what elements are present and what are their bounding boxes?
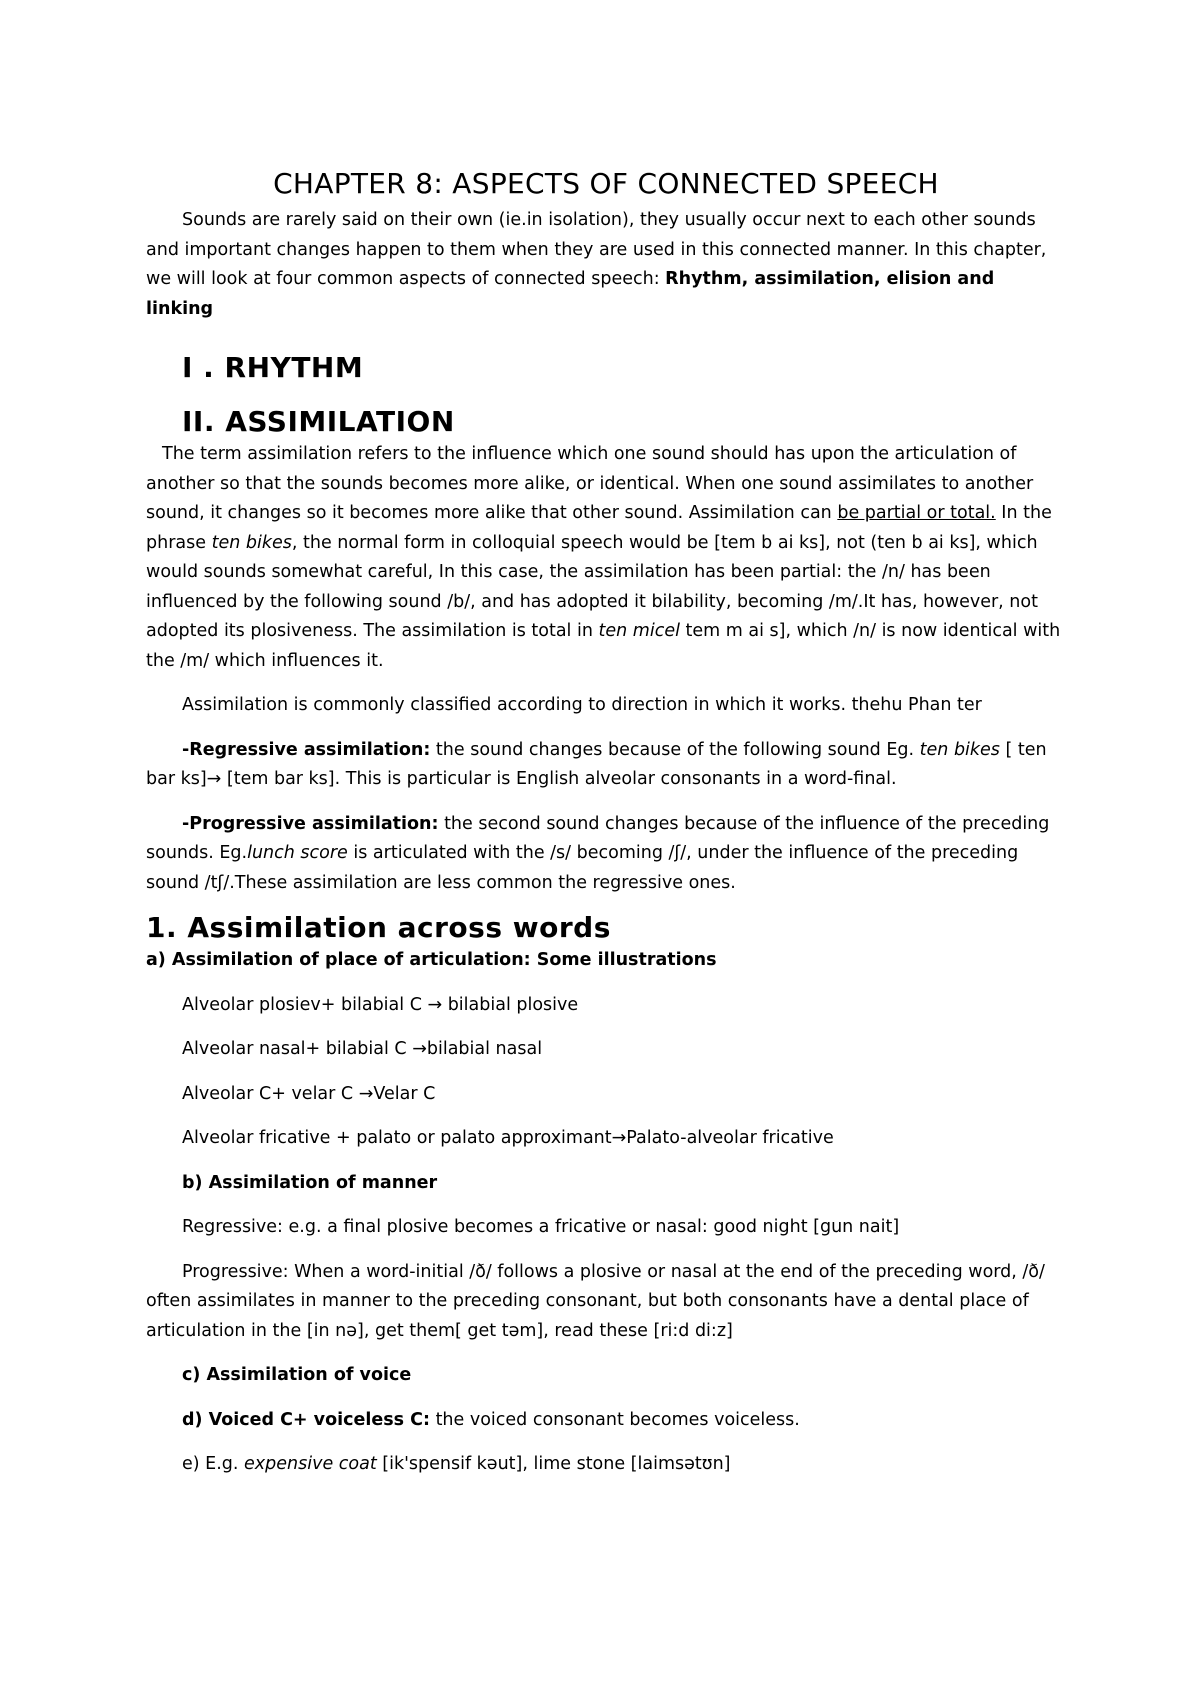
subheading-place-of-articulation: a) Assimilation of place of articulation: Some illustrations	[146, 950, 717, 970]
progressive-paragraph	[146, 810, 1066, 899]
voice-d-label: d) Voiced C+ voiceless C:	[182, 1409, 430, 1430]
progressive-label: -Progressive assimilation:	[182, 813, 439, 834]
assim-text-3: , the normal form in colloquial speech would be [tem b ai ks], not (ten b ai ks], which would sounds somewhat careful, In this case, the assimilation has been partial: the /n/ has been influenced by the following sound /b/, and has adopted it bilability, becoming /m/.It has, however, not adopted its plosiveness. The assimilation is total in	[146, 532, 1038, 641]
manner-regressive: Regressive: e.g. a final plosive becomes a fricative or nasal: good night [gun nait]	[182, 1217, 900, 1237]
voice-e-text-1: e) E.g.	[182, 1454, 245, 1474]
intro-paragraph	[146, 206, 1066, 324]
voice-e-paragraph	[146, 1450, 1066, 1480]
subheading-manner: b) Assimilation of manner	[182, 1172, 438, 1193]
voice-e-text-2: [ik'spensif kəut], lime stone [laimsətʊn]	[376, 1454, 731, 1474]
chapter-title: CHAPTER 8: ASPECTS OF CONNECTED SPEECH	[273, 167, 939, 200]
voice-d-text: the voiced consonant becomes voiceless.	[430, 1409, 800, 1430]
manner-progressive: Progressive: When a word-initial /ð/ follows a plosive or nasal at the end of the preceding word, /ð/ often assimilates in manner to the preceding consonant, but both consonants have a dental place of articulation in the [in nə], get them[ get təm], read these [ri:d di:z]	[146, 1261, 1045, 1341]
voice-d-paragraph	[146, 1406, 1066, 1436]
assim-example-ten-micel: ten micel	[598, 621, 680, 641]
rule-line: Alveolar C+ velar C →Velar C	[182, 1083, 436, 1104]
voice-e-example: expensive coat	[244, 1454, 377, 1474]
assim-text-1: The term assimilation refers to the influence which one sound should has upon the articulation of another so that the sounds becomes more alike, or identical. When one sound assimilates to another sound, it changes so it becomes more alike that other sound. Assimilation can	[146, 444, 1034, 523]
assim-underline-partial-total: be partial or total.	[837, 503, 996, 523]
rule-line: Alveolar plosiev+ bilabial C → bilabial plosive	[182, 994, 579, 1015]
progressive-example: lunch score	[247, 843, 348, 863]
regressive-text-1: the sound changes because of the following sound Eg.	[430, 739, 920, 760]
progressive-text-2: is articulated with the /s/ becoming /ʃ/, under the influence of the preceding sound /tʃ/.These assimilation are less common the regressive ones.	[146, 843, 1019, 893]
assimilation-paragraph	[146, 440, 1066, 676]
document-body	[146, 166, 1066, 1480]
subheading-voice: c) Assimilation of voice	[182, 1365, 412, 1385]
regressive-label: -Regressive assimilation:	[182, 739, 431, 760]
heading-assimilation-across-words: 1. Assimilation across words	[146, 911, 611, 944]
rule-line: Alveolar fricative + palato or palato approximant→Palato-alveolar fricative	[182, 1128, 834, 1148]
intro-text: Sounds are rarely said on their own (ie.in isolation), they usually occur next to each other sounds and important changes happen to them when they are used in this connected manner. In this chapter, we will look at four common aspects of connected speech:	[146, 210, 1047, 289]
regressive-text-2: [ ten bar ks]→ [tem bar ks]. This is particular is English alveolar consonants in a word-final.	[146, 739, 1047, 789]
progressive-text-1: the second sound changes because of the influence of the preceding sounds. Eg.	[146, 813, 1050, 863]
classification-paragraph: Assimilation is commonly classified according to direction in which it works. thehu Phan ter	[182, 695, 982, 715]
heading-assimilation: II. ASSIMILATION	[182, 405, 455, 438]
heading-rhythm: I . RHYTHM	[182, 351, 364, 384]
intro-bold-aspects: Rhythm, assimilation, elision and linking	[146, 269, 995, 319]
regressive-paragraph	[146, 736, 1066, 795]
rule-line: Alveolar nasal+ bilabial C →bilabial nasal	[182, 1039, 543, 1059]
assim-example-ten-bikes: ten bikes	[211, 532, 292, 553]
assim-text-4: tem m ai s], which /n/ is now identical with the /m/ which influences it.	[146, 621, 1061, 671]
assim-text-2: In the phrase	[146, 503, 1052, 553]
regressive-example: ten bikes	[919, 739, 1000, 760]
